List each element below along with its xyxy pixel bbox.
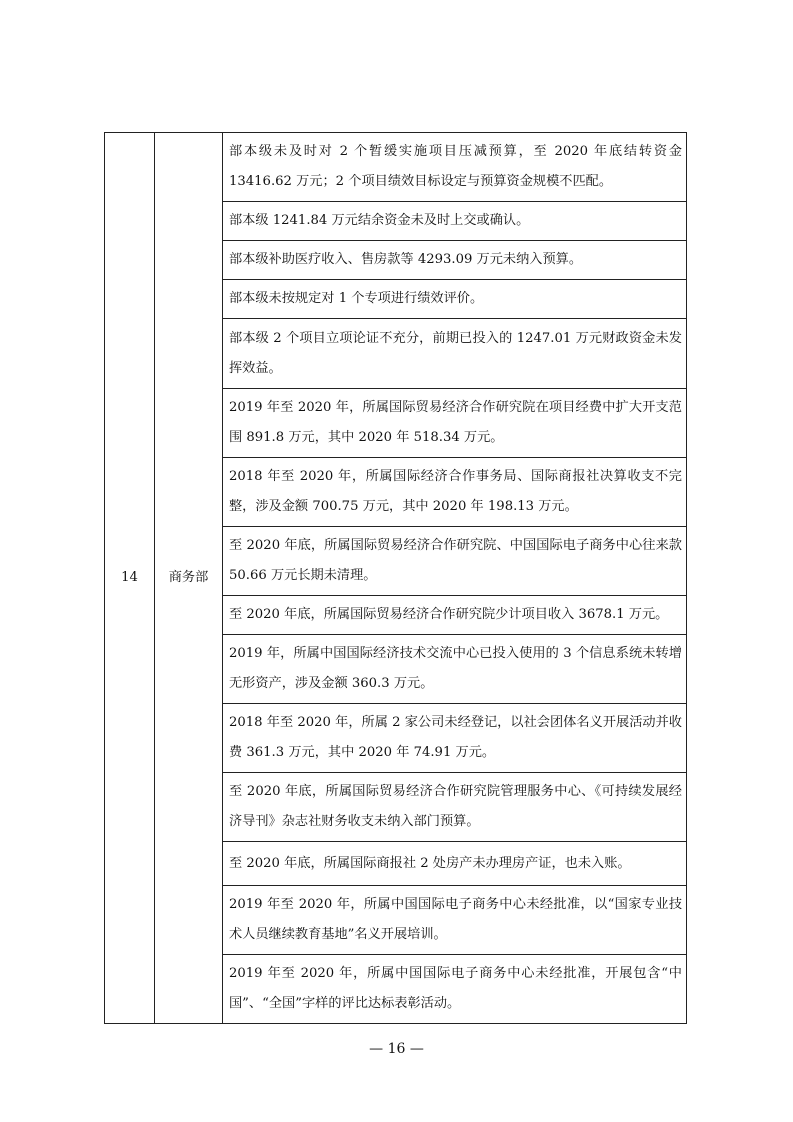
- audit-issues-table: [104, 132, 687, 1024]
- issue-cell: 2019 年至 2020 年，所属中国国际电子商务中心未经批准，开展包含“中国”、“全国”字样的评比达标表彰活动。: [223, 955, 687, 1024]
- issue-cell: 2018 年至 2020 年，所属 2 家公司未经登记，以社会团体名义开展活动并收费 361.3 万元，其中 2020 年 74.91 万元。: [223, 704, 687, 773]
- issue-cell: 2018 年至 2020 年，所属国际经济合作事务局、国际商报社决算收支不完整，涉及金额 700.75 万元，其中 2020 年 198.13 万元。: [223, 458, 687, 527]
- issue-cell: 部本级未按规定对 1 个专项进行绩效评价。: [223, 280, 687, 319]
- page-number: — 16 —: [369, 1041, 424, 1057]
- issue-cell: 2019 年至 2020 年，所属中国国际电子商务中心未经批准，以“国家专业技术人员继续教育基地”名义开展培训。: [223, 886, 687, 955]
- department-cell: 商务部: [155, 133, 223, 1024]
- issue-cell: 部本级 1241.84 万元结余资金未及时上交或确认。: [223, 202, 687, 241]
- issue-cell: 至 2020 年底，所属国际贸易经济合作研究院少计项目收入 3678.1 万元。: [223, 596, 687, 635]
- issue-cell: 2019 年，所属中国国际经济技术交流中心已投入使用的 3 个信息系统未转增无形资产，涉及金额 360.3 万元。: [223, 635, 687, 704]
- issue-cell: 部本级 2 个项目立项论证不充分，前期已投入的 1247.01 万元财政资金未发挥效益。: [223, 319, 687, 389]
- issue-cell: 至 2020 年底，所属国际贸易经济合作研究院、中国国际电子商务中心往来款 50.66 万元长期未清理。: [223, 527, 687, 596]
- issue-cell: 至 2020 年底，所属国际商报社 2 处房产未办理房产证，也未入账。: [223, 842, 687, 886]
- issue-cell: 部本级未及时对 2 个暂缓实施项目压减预算，至 2020 年底结转资金 13416.62 万元；2 个项目绩效目标设定与预算资金规模不匹配。: [223, 133, 687, 202]
- issue-cell: 2019 年至 2020 年，所属国际贸易经济合作研究院在项目经费中扩大开支范围 891.8 万元，其中 2020 年 518.34 万元。: [223, 389, 687, 458]
- row-number-cell: 14: [105, 133, 155, 1024]
- issue-cell: 至 2020 年底，所属国际贸易经济合作研究院管理服务中心、《可持续发展经济导刊》杂志社财务收支未纳入部门预算。: [223, 773, 687, 842]
- issue-cell: 部本级补助医疗收入、售房款等 4293.09 万元未纳入预算。: [223, 241, 687, 280]
